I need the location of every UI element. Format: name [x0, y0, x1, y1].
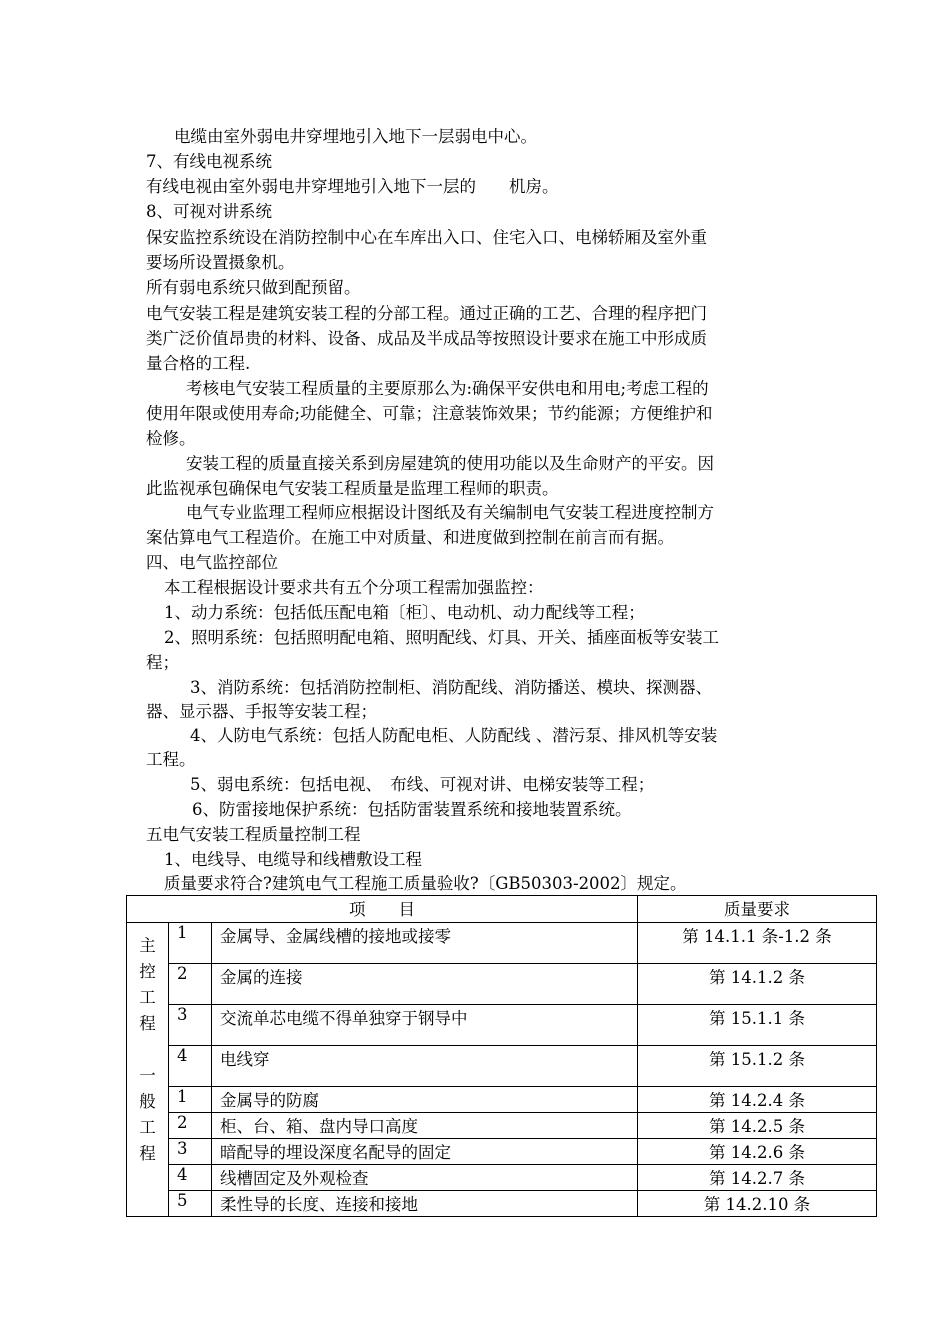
category-char: 工	[139, 1118, 156, 1137]
row-number: 4	[169, 1046, 212, 1087]
list-item-continuation: 程；	[146, 653, 179, 672]
row-item: 柔性导的长度、连接和接地	[212, 1191, 638, 1217]
paragraph-line: 电气专业监理工程师应根据设计图纸及有关编制电气安装工程进度控制方	[186, 503, 714, 522]
paragraph-line: 所有弱电系统只做到配预留。	[146, 278, 361, 297]
row-requirement: 第 14.1.2 条	[638, 964, 877, 1005]
category-char: 工	[139, 988, 156, 1007]
paragraph-line: 类广泛价值昂贵的材料、设备、成品及半成品等按照设计要求在施工中形成质	[146, 329, 707, 348]
paragraph-line: 案估算电气工程造价。在施工中对质量、和进度做到控制在前言而有据。	[146, 528, 674, 547]
row-item: 暗配导的埋设深度名配导的固定	[212, 1139, 638, 1165]
row-number: 3	[169, 1005, 212, 1046]
row-requirement: 第 15.1.2 条	[638, 1046, 877, 1087]
header-requirement: 质量要求	[638, 896, 877, 923]
paragraph-line: 电气安装工程是建筑安装工程的分部工程。通过正确的工艺、合理的程序把门	[146, 304, 707, 323]
row-number: 5	[169, 1191, 212, 1217]
paragraph-line: 安装工程的质量直接关系到房屋建筑的使用功能以及生命财产的平安。因	[186, 454, 714, 473]
category-char: 般	[139, 1092, 156, 1111]
row-requirement: 第 14.2.6 条	[638, 1139, 877, 1165]
category-spacer	[127, 1037, 168, 1063]
paragraph-line: 保安监控系统设在消防控制中心在车库出入口、住宅入口、电梯轿厢及室外重	[146, 228, 707, 247]
row-number: 1	[169, 1087, 212, 1113]
section-heading: 四、电气监控部位	[146, 553, 278, 572]
subsection-heading: 1、电线导、电缆导和线槽敷设工程	[164, 850, 422, 869]
row-requirement: 第 14.2.5 条	[638, 1113, 877, 1139]
list-item-continuation: 器、显示器、手报等安装工程；	[146, 702, 377, 721]
list-item: 4、人防电气系统：包括人防配电柜、人防配线 、潜污泵、排风机等安装	[190, 726, 718, 745]
category-char: 主	[139, 936, 156, 955]
category-char: 程	[139, 1144, 156, 1163]
table-row	[127, 1087, 877, 1113]
table-row	[127, 1046, 877, 1087]
section-heading: 五电气安装工程质量控制工程	[146, 825, 361, 844]
paragraph-line: 电缆由室外弱电井穿埋地引入地下一层弱电中心。	[174, 127, 537, 146]
row-number: 3	[169, 1139, 212, 1165]
paragraph-line: 质量要求符合?建筑电气工程施工质量验收?〔GB50303-2002〕规定。	[164, 874, 687, 893]
row-item: 金属的连接	[212, 964, 638, 1005]
table-row	[127, 1165, 877, 1191]
row-number: 2	[169, 1113, 212, 1139]
section-heading: 8、可视对讲系统	[146, 202, 272, 221]
row-number: 2	[169, 964, 212, 1005]
row-requirement: 第 14.2.10 条	[638, 1191, 877, 1217]
list-item: 3、消防系统：包括消防控制柜、消防配线、消防播送、模块、探测器、	[190, 678, 712, 697]
table-row	[127, 1113, 877, 1139]
paragraph-line: 要场所设置摄象机。	[146, 253, 295, 272]
table-row	[127, 964, 877, 1005]
list-item: 5、弱电系统：包括电视、 布线、可视对讲、电梯安装等工程；	[190, 775, 655, 794]
table-header-row	[127, 896, 877, 923]
paragraph-line: 有线电视由室外弱电井穿埋地引入地下一层的 机房。	[146, 177, 559, 196]
quality-requirements-table	[126, 895, 877, 1217]
row-item: 柜、台、箱、盘内导口高度	[212, 1113, 638, 1139]
table-row	[127, 923, 877, 964]
row-item: 交流单芯电缆不得单独穿于钢导中	[212, 1005, 638, 1046]
row-number: 1	[169, 923, 212, 964]
paragraph-line: 此监视承包确保电气安装工程质量是监理工程师的职责。	[146, 479, 559, 498]
row-requirement: 第 14.1.1 条-1.2 条	[638, 923, 877, 964]
row-item: 电线穿	[212, 1046, 638, 1087]
table-row	[127, 1005, 877, 1046]
table-row	[127, 1191, 877, 1217]
row-item: 金属导、金属线槽的接地或接零	[212, 923, 638, 964]
section-heading: 7、有线电视系统	[146, 152, 272, 171]
row-requirement: 第 15.1.1 条	[638, 1005, 877, 1046]
category-char: 控	[139, 962, 156, 981]
list-item: 1、动力系统：包括低压配电箱〔柜〕、电动机、动力配线等工程；	[164, 603, 645, 622]
list-item: 2、照明系统：包括照明配电箱、照明配线、灯具、开关、插座面板等安装工	[164, 628, 719, 647]
row-item: 线槽固定及外观检查	[212, 1165, 638, 1191]
row-requirement: 第 14.2.4 条	[638, 1087, 877, 1113]
paragraph-line: 考核电气安装工程质量的主要原那么为:确保平安供电和用电;考虑工程的	[186, 379, 709, 398]
paragraph-line: 检修。	[146, 429, 196, 448]
paragraph-line: 使用年限或使用寿命;功能健全、可靠；注意装饰效果；节约能源；方便维护和	[146, 404, 713, 423]
row-requirement: 第 14.2.7 条	[638, 1165, 877, 1191]
category-char: 一	[139, 1066, 156, 1085]
category-char: 程	[139, 1014, 156, 1033]
paragraph-line: 量合格的工程.	[146, 354, 251, 373]
list-item: 6、防雷接地保护系统：包括防雷装置系统和接地装置系统。	[192, 800, 632, 819]
row-item: 金属导的防腐	[212, 1087, 638, 1113]
paragraph-line: 本工程根据设计要求共有五个分项工程需加强监控：	[164, 578, 544, 597]
row-number: 4	[169, 1165, 212, 1191]
list-item-continuation: 工程。	[146, 750, 196, 769]
category-label-cell	[127, 923, 169, 1217]
header-item: 项 目	[127, 896, 638, 923]
table-row	[127, 1139, 877, 1165]
